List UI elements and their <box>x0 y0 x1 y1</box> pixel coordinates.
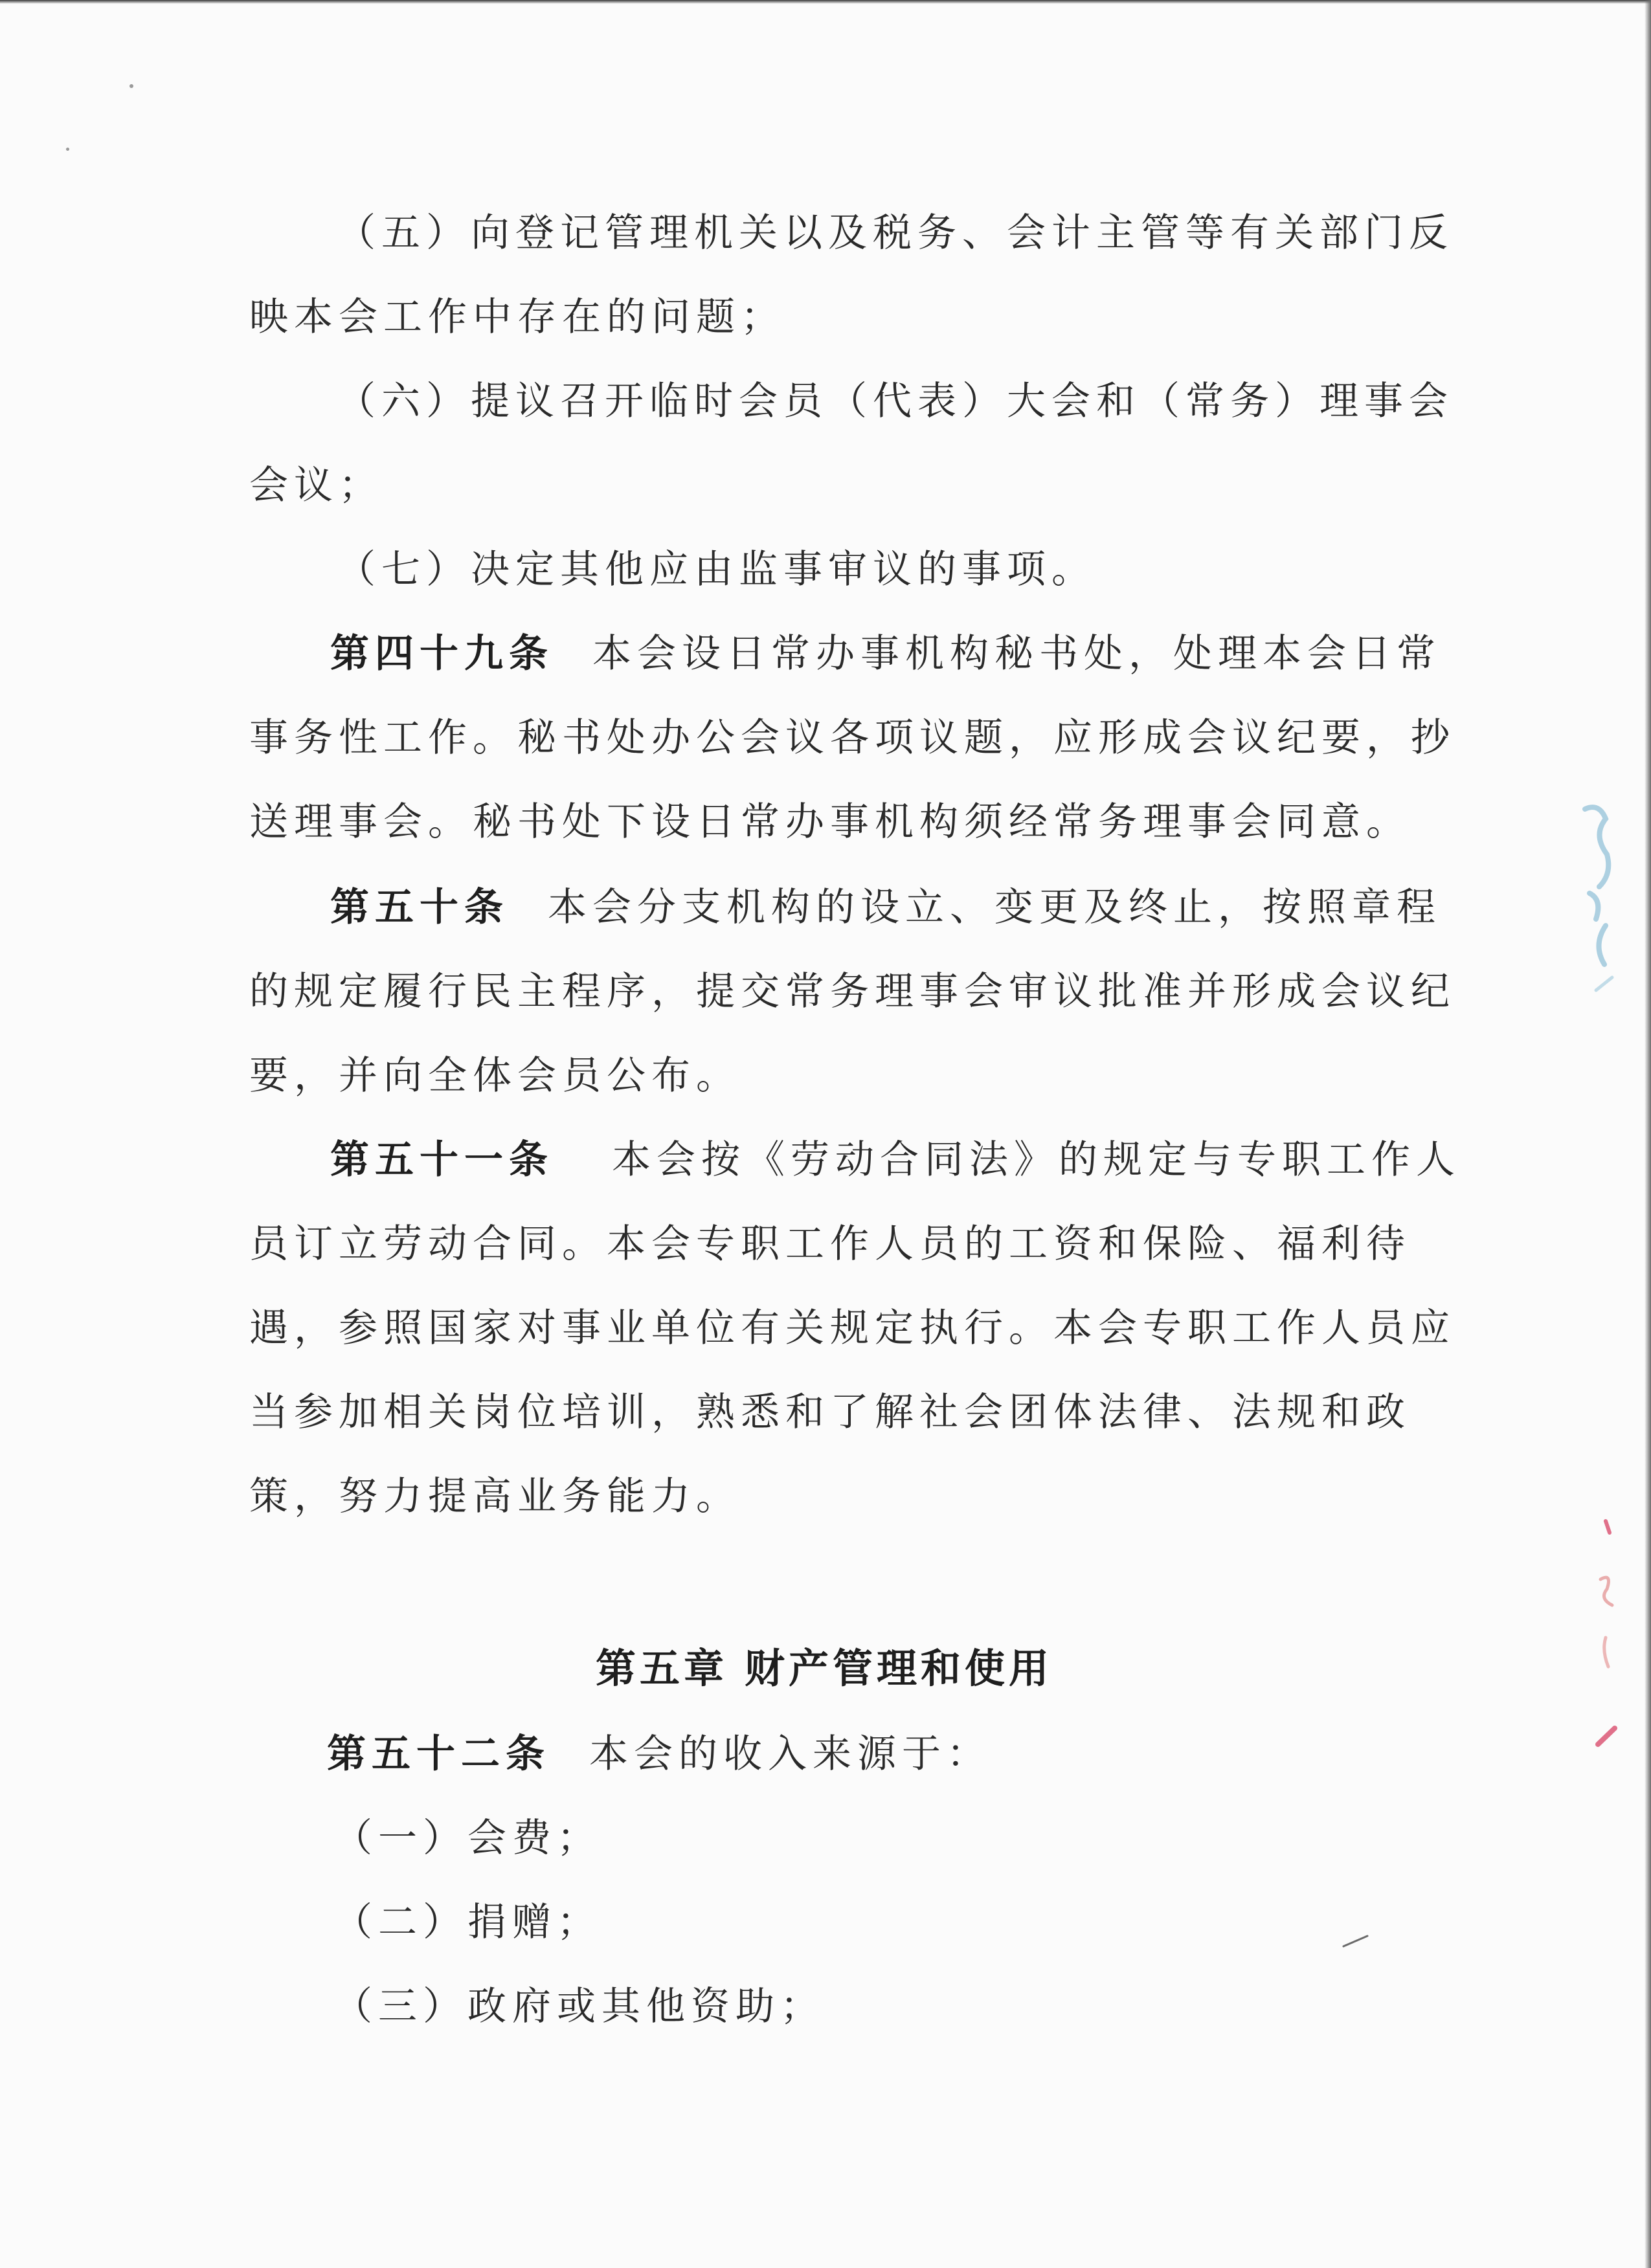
article-52-title: 第五十二条 <box>327 1731 550 1777</box>
article-50-text: 本会分支机构的设立、变更及终止，按照章程 <box>548 885 1441 930</box>
scan-speck <box>66 148 69 151</box>
scan-speck <box>129 84 133 88</box>
item-6-line-2: 会议； <box>249 463 383 508</box>
item-6-line-1: （六）提议召开临时会员（代表）大会和（常务）理事会 <box>337 379 1454 424</box>
article-51-text: 本会按《劳动合同法》的规定与专职工作人 <box>612 1137 1461 1183</box>
article-51-line-5: 策，努力提高业务能力。 <box>249 1474 741 1519</box>
article-50-line-2: 的规定履行民主程序，提交常务理事会审议批准并形成会议纪 <box>249 969 1455 1014</box>
scan-border-right <box>1645 0 1651 2268</box>
article-49-title: 第四十九条 <box>330 631 554 676</box>
article-50-title: 第五十条 <box>330 885 509 930</box>
article-50-line-3: 要，并向全体会员公布。 <box>249 1053 741 1098</box>
list-item: （一）会费； <box>333 1816 601 1861</box>
article-49-line-3: 送理事会。秘书处下设日常办事机构须经常务理事会同意。 <box>249 799 1411 845</box>
list-item: （三）政府或其他资助； <box>333 1984 825 2029</box>
article-51-line-1 <box>330 1134 1461 1186</box>
chapter-heading <box>596 1643 1053 1695</box>
item-5-line-1: （五）向登记管理机关以及税务、会计主管等有关部门反 <box>337 210 1454 256</box>
article-51-line-3: 遇，参照国家对事业单位有关规定执行。本会专职工作人员应 <box>249 1306 1455 1351</box>
article-49-text: 本会设日常办事机构秘书处，处理本会日常 <box>592 631 1441 676</box>
item-7-line-1: （七）决定其他应由监事审议的事项。 <box>337 547 1096 592</box>
article-51-title: 第五十一条 <box>330 1137 554 1183</box>
chapter-number: 第五章 <box>596 1645 728 1692</box>
margin-mark-blue <box>1567 796 1625 1010</box>
pencil-mark <box>1340 1932 1373 1951</box>
list-item: （二）捐赠； <box>333 1900 601 1945</box>
item-5-line-2: 映本会工作中存在的问题； <box>249 295 785 340</box>
article-52-line-1 <box>327 1728 991 1780</box>
article-50-line-1 <box>330 882 1441 933</box>
article-51-line-2: 员订立劳动合同。本会专职工作人员的工资和保险、福利待 <box>249 1221 1411 1267</box>
article-49-line-1 <box>330 628 1441 680</box>
article-51-line-4: 当参加相关岗位培训，熟悉和了解社会团体法律、法规和政 <box>249 1390 1411 1435</box>
margin-mark-red <box>1586 1508 1638 1767</box>
chapter-title: 财产管理和使用 <box>745 1645 1053 1692</box>
article-49-line-2: 事务性工作。秘书处办公会议各项议题，应形成会议纪要，抄 <box>249 715 1455 761</box>
scan-border-top <box>0 0 1651 4</box>
article-52-intro: 本会的收入来源于： <box>589 1731 991 1777</box>
